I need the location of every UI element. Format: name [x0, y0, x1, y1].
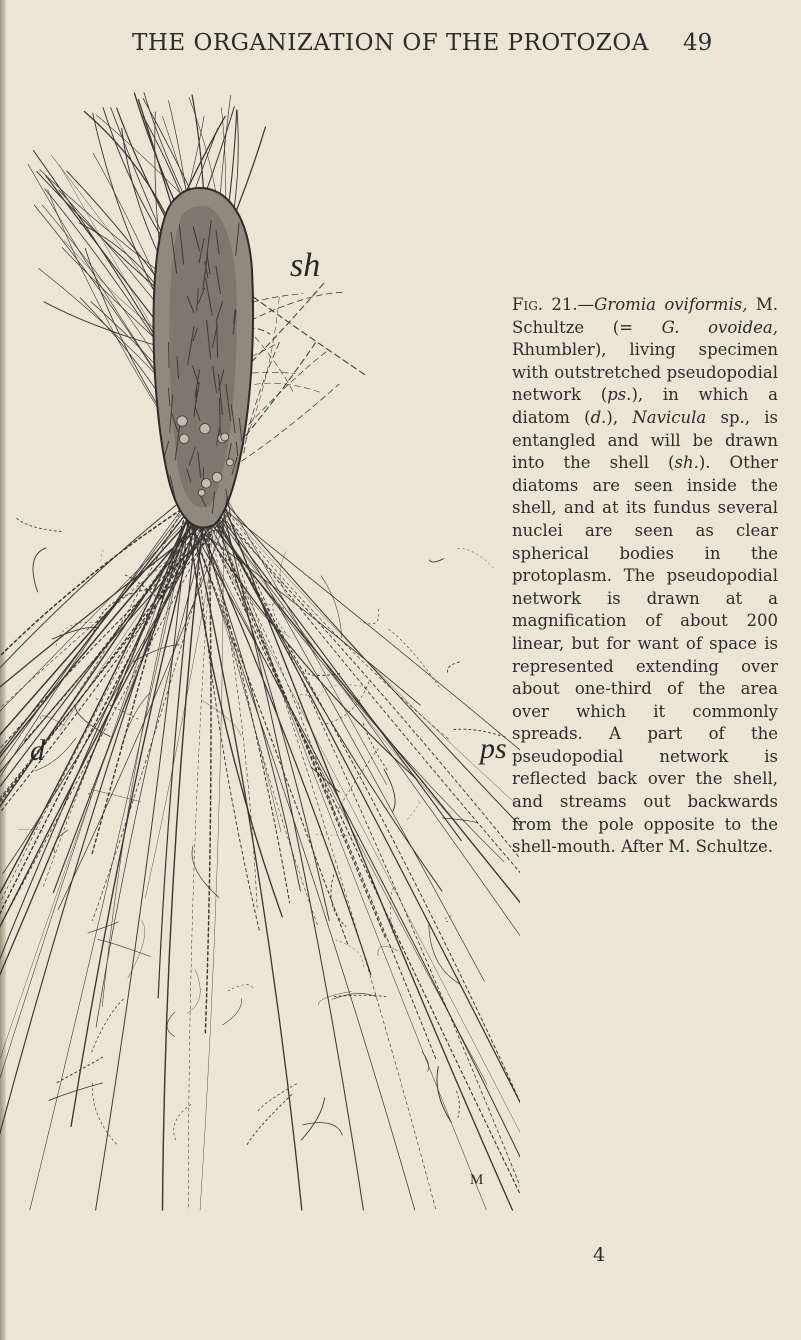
pseudopod-strand [54, 830, 68, 853]
pseudopod-strand [447, 662, 459, 674]
pseudopod-strand [208, 498, 486, 1210]
nucleus [177, 416, 187, 426]
nucleus [221, 433, 229, 441]
running-title: THE ORGANIZATION OF THE PROTOZOA [132, 30, 649, 56]
pseudopod-strand [189, 520, 349, 946]
pseudopod-strand [190, 524, 520, 1210]
pseudopod-strand [242, 384, 340, 461]
caption-text-6: ). Other diatoms are seen inside the shell, and at its fundus several nuclei are seen as clear spherical bodies in the protoplasm. The pseudopodial network is drawn at a magnification of about 200 linear, but for want of space is represented extending over about one-third of the area over which it commonly spreads. A part of the pseudopodial network is reflected back over the shell, and streams out backwards from the pole opposite to the shell-mouth. After M. Schultze. [512, 453, 778, 857]
nucleus [179, 434, 189, 444]
pseudopod-strand [174, 1105, 191, 1141]
label-d: d [30, 734, 45, 767]
pseudopod-strand [205, 496, 211, 1035]
pseudopod-strand [199, 525, 371, 974]
pseudopod-strand [121, 693, 150, 748]
shell [153, 188, 253, 536]
figure-caption [512, 294, 778, 859]
pseudopod-strand [245, 282, 325, 369]
pseudopod-strand [196, 492, 436, 1060]
caption-dash: — [577, 295, 595, 314]
pseudopod-strand [389, 629, 441, 689]
caption-abbr-ps: ps. [607, 385, 632, 405]
figure-gromia-illustration [0, 80, 520, 1220]
pseudopod-strand [0, 523, 186, 1210]
nucleus [201, 479, 211, 489]
nucleus [200, 424, 210, 434]
running-head [0, 30, 801, 60]
pseudopod-strand [192, 846, 219, 898]
caption-fig-number: Fig. 21. [512, 295, 578, 314]
pseudopod-strand [71, 528, 194, 1127]
pseudopod-strand [212, 519, 504, 862]
pseudopod-strand [223, 999, 242, 1025]
caption-abbr-sh: sh. [674, 453, 699, 473]
pseudopod-strand [101, 550, 104, 564]
label-ps: ps [480, 732, 507, 765]
pseudopod-strand [88, 922, 119, 933]
caption-abbr-d: d. [590, 407, 607, 427]
pseudopod-strand [224, 505, 512, 1210]
nucleus [212, 472, 222, 482]
pseudopod-strand [190, 497, 520, 1210]
pseudopod-strand [0, 491, 213, 872]
pseudopod-strand [437, 1067, 451, 1123]
caption-genus: Navicula [632, 407, 707, 427]
pseudopod-strand [298, 694, 307, 713]
pseudopod-strand [311, 767, 340, 792]
pseudopod-strand [331, 875, 346, 926]
pseudopod-strand [0, 516, 211, 1204]
caption-species: Gromia oviformis, [594, 295, 748, 314]
pseudopod-strand [360, 609, 379, 624]
plate-number: 4 [593, 1244, 606, 1266]
pseudopod-strand [225, 520, 521, 1003]
pseudopod-strand [251, 292, 343, 320]
pseudopod-strand [0, 491, 199, 1210]
caption-text-3: ), in which a diatom ( [512, 385, 778, 427]
pseudopod-strand [167, 1012, 175, 1036]
pseudopod-strand [422, 1052, 429, 1072]
pseudopod-strand [0, 493, 202, 1100]
pseudopod-strand [0, 498, 185, 680]
page-number: 49 [683, 30, 713, 56]
pseudopodial-network [0, 93, 520, 1210]
pseudopod-strand [92, 498, 190, 855]
pseudopod-strand [303, 1123, 343, 1135]
caption-text-2: Rhumbler), living specimen with outstretched pseudopodial network ( [512, 340, 778, 405]
pseudopod-strand [378, 946, 398, 956]
pseudopod-strand [0, 500, 200, 1210]
pseudopod-strand [301, 1098, 324, 1140]
pseudopod-strand [321, 576, 342, 638]
pseudopod-strand [407, 800, 420, 819]
nucleus [226, 459, 233, 466]
pseudopod-strand [33, 548, 46, 592]
pseudopod-strand [93, 513, 220, 921]
caption-synonym: G. ovoidea, [661, 317, 778, 337]
pseudopod-strand [245, 383, 323, 393]
pseudopod-strand [384, 769, 395, 811]
pseudopod-strand [17, 518, 61, 531]
pseudopod-strand [0, 522, 221, 891]
pseudopod-strand [457, 1091, 460, 1117]
pseudopod-strand [56, 622, 96, 645]
label-sh: sh [290, 247, 321, 284]
caption-text-4: ), [606, 407, 633, 427]
nucleus [198, 489, 205, 496]
pseudopod-strand [98, 940, 150, 957]
pseudopod-strand [228, 985, 253, 991]
caption-text-5: sp., is entangled and will be drawn into the shell ( [512, 407, 778, 473]
pseudopod-strand [3, 527, 202, 874]
pseudopod-strand [429, 559, 443, 563]
gromia-drawing [0, 80, 520, 1220]
shell-hatch-line [168, 342, 169, 368]
pseudopod-strand [458, 548, 495, 569]
pseudopod-strand [187, 970, 200, 1013]
caption-text-1: M. Schultze (= [512, 295, 778, 337]
engraver-mark: M [470, 1172, 484, 1188]
pseudopod-strand [252, 372, 295, 373]
pseudopod-strand [186, 513, 415, 1210]
pseudopod-strand [247, 1094, 292, 1145]
pseudopod-strand [0, 518, 217, 1037]
